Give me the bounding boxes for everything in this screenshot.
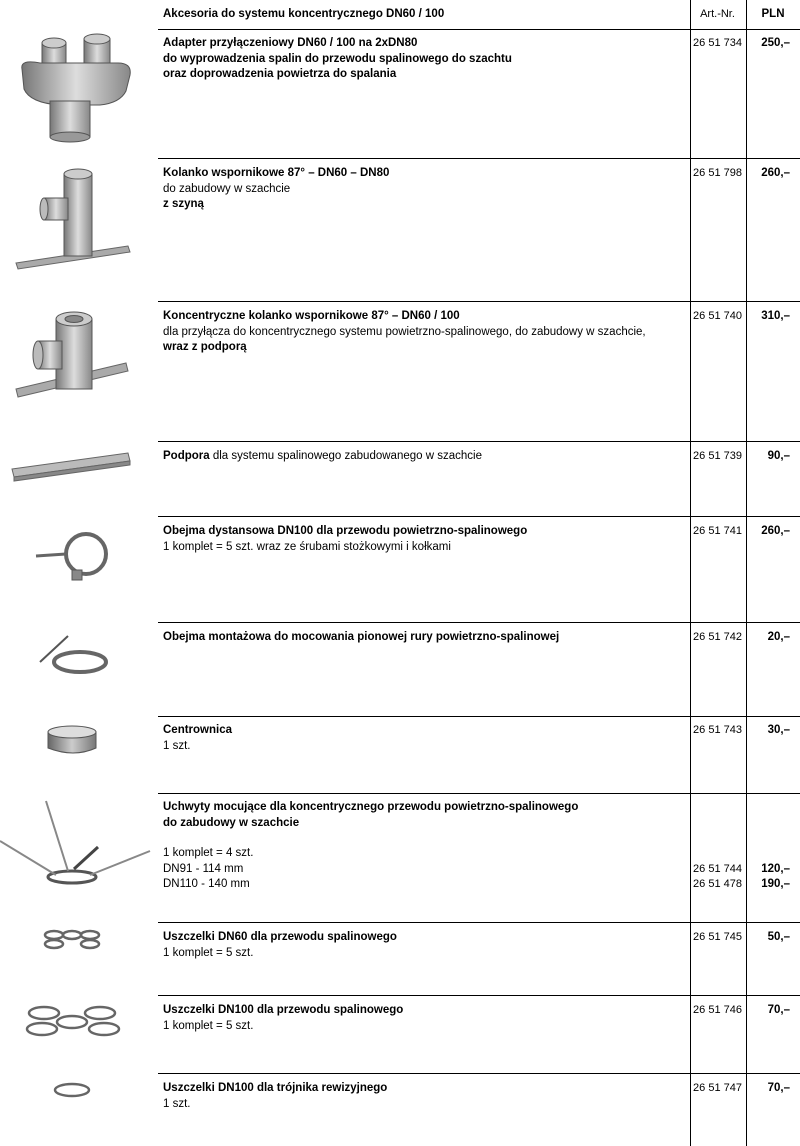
table-row bbox=[0, 516, 800, 622]
item-description: do wyprowadzenia spalin do przewodu spalinowego do szachtu bbox=[163, 52, 512, 65]
item-price: 120,– bbox=[761, 863, 790, 875]
table-row bbox=[0, 1073, 800, 1146]
support-rail-image bbox=[0, 441, 158, 516]
header-price: PLN bbox=[761, 8, 785, 20]
item-price: 190,– bbox=[761, 878, 790, 890]
item-description: z szyną bbox=[163, 198, 204, 210]
item-description: 1 szt. bbox=[163, 739, 191, 752]
centering-ring-image bbox=[0, 716, 158, 793]
support-elbow-image bbox=[0, 158, 158, 301]
table-row bbox=[0, 29, 800, 158]
article-number: 26 51 740 bbox=[693, 310, 742, 322]
mounting-brackets-image bbox=[0, 793, 158, 922]
article-number: 26 51 798 bbox=[693, 167, 742, 179]
article-number: 26 51 742 bbox=[693, 631, 742, 643]
article-number: 26 51 478 bbox=[693, 878, 742, 890]
table-row bbox=[0, 716, 800, 793]
item-description: dla systemu spalinowego zabudowanego w szachcie bbox=[209, 450, 482, 462]
item-title: Uszczelki DN100 dla przewodu spalinowego bbox=[163, 1004, 404, 1016]
item-title: Podpora bbox=[163, 450, 210, 462]
item-price: 30,– bbox=[767, 724, 790, 736]
article-number: 26 51 734 bbox=[693, 37, 742, 49]
gasket-tee-image bbox=[0, 1073, 158, 1146]
item-title: Centrownica bbox=[163, 724, 233, 736]
item-description: wraz z podporą bbox=[163, 341, 247, 353]
item-price: 260,– bbox=[761, 525, 790, 537]
item-price: 260,– bbox=[761, 167, 790, 179]
item-price: 70,– bbox=[767, 1004, 790, 1016]
item-variant: DN91 - 114 mm bbox=[163, 862, 244, 875]
article-number: 26 51 745 bbox=[693, 931, 742, 943]
item-description: oraz doprowadzenia powietrza do spalania bbox=[163, 68, 397, 80]
item-description: 1 komplet = 5 szt. bbox=[163, 946, 254, 959]
adapter-image bbox=[0, 29, 158, 158]
header-art-number: Art.-Nr. bbox=[700, 8, 735, 20]
table-header bbox=[0, 0, 800, 29]
item-price: 90,– bbox=[767, 450, 790, 462]
table-row bbox=[0, 441, 800, 516]
table-row bbox=[0, 622, 800, 716]
concentric-elbow-image bbox=[0, 301, 158, 441]
article-number: 26 51 741 bbox=[693, 525, 742, 537]
item-title: Obejma dystansowa DN100 dla przewodu powietrzno-spalinowego bbox=[163, 525, 528, 537]
article-number: 26 51 739 bbox=[693, 450, 742, 462]
table-row bbox=[0, 793, 800, 922]
item-title: Koncentryczne kolanko wspornikowe 87° – DN60 / 100 bbox=[163, 310, 460, 322]
item-description: do zabudowy w szachcie bbox=[163, 182, 291, 195]
item-description: 1 komplet = 4 szt. bbox=[163, 847, 254, 859]
article-number: 26 51 744 bbox=[693, 863, 742, 875]
item-price: 70,– bbox=[767, 1082, 790, 1094]
article-number: 26 51 747 bbox=[693, 1082, 742, 1094]
item-title: Uszczelki DN100 dla trójnika rewizyjnego bbox=[163, 1082, 388, 1094]
item-description: dla przyłącza do koncentrycznego systemu powietrzno-spalinowego, do zabudowy w szachcie, bbox=[163, 325, 646, 338]
table-row bbox=[0, 158, 800, 301]
item-title: Uszczelki DN60 dla przewodu spalinowego bbox=[163, 931, 397, 943]
item-price: 20,– bbox=[767, 631, 790, 643]
item-description: 1 komplet = 5 szt. wraz ze śrubami stożkowymi i kołkami bbox=[163, 540, 451, 553]
table-row bbox=[0, 301, 800, 441]
item-price: 50,– bbox=[767, 931, 790, 943]
item-title: Obejma montażowa do mocowania pionowej rury powietrzno-spalinowej bbox=[163, 631, 560, 643]
item-title: Kolanko wspornikowe 87° – DN60 – DN80 bbox=[163, 167, 390, 179]
item-description: 1 szt. bbox=[163, 1097, 191, 1110]
item-description: 1 komplet = 5 szt. bbox=[163, 1019, 254, 1032]
item-title: Adapter przyłączeniowy DN60 / 100 na 2xDN80 bbox=[163, 37, 418, 49]
gaskets-dn60-image bbox=[0, 922, 158, 995]
table-row bbox=[0, 922, 800, 995]
spacer-clamp-image bbox=[0, 516, 158, 622]
item-title: Uchwyty mocujące dla koncentrycznego przewodu powietrzno-spalinowego bbox=[163, 801, 579, 813]
item-price: 310,– bbox=[761, 310, 790, 322]
item-description: do zabudowy w szachcie bbox=[163, 816, 300, 829]
article-number: 26 51 743 bbox=[693, 724, 742, 736]
item-variant: DN110 - 140 mm bbox=[163, 878, 250, 890]
header-title: Akcesoria do systemu koncentrycznego DN60 / 100 bbox=[163, 8, 445, 20]
gaskets-dn100-image bbox=[0, 995, 158, 1073]
article-number: 26 51 746 bbox=[693, 1004, 742, 1016]
mounting-clamp-image bbox=[0, 622, 158, 716]
table-row bbox=[0, 995, 800, 1073]
item-price: 250,– bbox=[761, 37, 790, 49]
